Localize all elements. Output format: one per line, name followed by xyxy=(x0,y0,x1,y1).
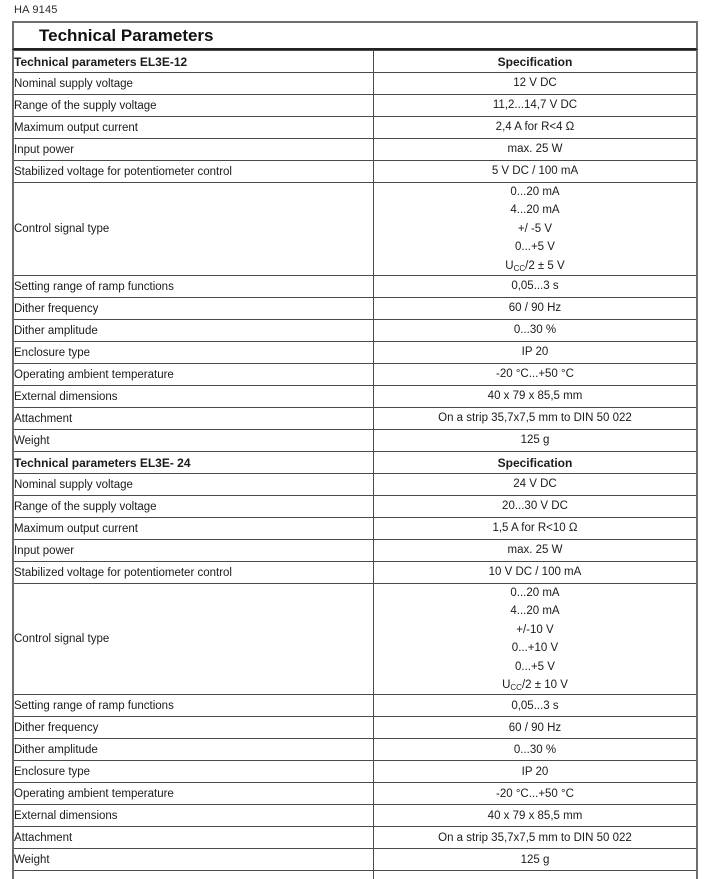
table-row xyxy=(13,518,697,540)
specification-value-cell xyxy=(373,117,697,139)
technical-parameters-section xyxy=(12,21,698,879)
table-row xyxy=(13,73,697,95)
specification-line: +/ -5 V xyxy=(517,222,553,235)
table-row xyxy=(13,386,697,408)
parameter-name-cell: Dither frequency xyxy=(13,717,373,739)
table-row xyxy=(13,562,697,584)
specification-value-cell xyxy=(373,849,697,871)
specification-line: 0,05...3 s xyxy=(511,280,559,293)
parameter-name-cell: Range of the supply voltage xyxy=(13,496,373,518)
cut-off-cell xyxy=(13,871,373,879)
specification-line: 40 x 79 x 85,5 mm xyxy=(487,809,583,822)
table-row xyxy=(13,408,697,430)
specification-line: 40 x 79 x 85,5 mm xyxy=(487,390,583,403)
specification-line: 11,2...14,7 V DC xyxy=(492,99,578,112)
specification-line: $U_{CC}/2 \pm 5$ V xyxy=(505,259,565,273)
specification-value-cell xyxy=(373,739,697,761)
table-row xyxy=(13,717,697,739)
parameter-name-cell: Maximum output current xyxy=(13,518,373,540)
table-row xyxy=(13,783,697,805)
specification-value-cell xyxy=(373,73,697,95)
parameter-name-cell: Range of the supply voltage xyxy=(13,95,373,117)
table-row xyxy=(13,364,697,386)
specification-line: 12 V DC xyxy=(513,77,557,90)
parameter-name-cell: Nominal supply voltage xyxy=(13,73,373,95)
parameter-name-cell: Setting range of ramp functions xyxy=(13,276,373,298)
table-row xyxy=(13,161,697,183)
parameter-name-cell: Enclosure type xyxy=(13,761,373,783)
specification-line: 2,4 A for R<4 Ω xyxy=(495,121,575,134)
table-row xyxy=(13,474,697,496)
specification-value-cell xyxy=(373,805,697,827)
specification-value-cell xyxy=(373,364,697,386)
specification-value-cell xyxy=(373,139,697,161)
specification-value-cell xyxy=(373,827,697,849)
specification-line: 0...+10 V xyxy=(511,642,559,655)
table-row xyxy=(13,540,697,562)
parameter-name-cell: Input power xyxy=(13,540,373,562)
specification-line: $U_{CC}/2 \pm 10$ V xyxy=(502,679,568,693)
specification-line: 0...30 % xyxy=(513,743,557,756)
specification-line: +/-10 V xyxy=(516,623,554,636)
table-row xyxy=(13,117,697,139)
doc-reference: HA 9145 xyxy=(14,4,58,16)
specification-line: 5 V DC / 100 mA xyxy=(491,165,579,178)
specification-line: 0...+5 V xyxy=(514,660,555,673)
specification-value-cell xyxy=(373,161,697,183)
table-row xyxy=(13,739,697,761)
table-row xyxy=(13,342,697,364)
table-row xyxy=(13,805,697,827)
specification-line: max. 25 W xyxy=(507,143,563,156)
specification-value-cell xyxy=(373,562,697,584)
specification-line: 1,5 A for R<10 Ω xyxy=(492,522,578,535)
table-row xyxy=(13,827,697,849)
specification-value-cell xyxy=(373,783,697,805)
table-row xyxy=(13,496,697,518)
specification-line: 10 V DC / 100 mA xyxy=(488,566,582,579)
specification-value-cell xyxy=(373,717,697,739)
section-header-row xyxy=(13,452,697,474)
table-row xyxy=(13,430,697,452)
cut-off-row xyxy=(13,871,697,879)
parameter-name-cell: Attachment xyxy=(13,827,373,849)
parameter-name-cell: Input power xyxy=(13,139,373,161)
parameter-name-cell: Stabilized voltage for potentiometer control xyxy=(13,562,373,584)
specification-value-cell xyxy=(373,518,697,540)
table-row xyxy=(13,183,697,276)
specification-line: -20 °C...+50 °C xyxy=(496,368,574,381)
table-row xyxy=(13,320,697,342)
section-header-specification: Specification xyxy=(373,51,697,73)
specification-value-cell xyxy=(373,320,697,342)
specification-line: 4...20 mA xyxy=(510,605,560,618)
section-header-specification: Specification xyxy=(373,452,697,474)
parameter-name-cell: Weight xyxy=(13,430,373,452)
cut-off-cell xyxy=(373,871,697,879)
specification-line: On a strip 35,7x7,5 mm to DIN 50 022 xyxy=(438,831,632,844)
subscript-text: CC xyxy=(510,683,522,693)
section-header-row xyxy=(13,51,697,73)
parameter-name-cell: Nominal supply voltage xyxy=(13,474,373,496)
specification-value-cell xyxy=(373,496,697,518)
specification-value-cell xyxy=(373,386,697,408)
parameter-name-cell: Dither amplitude xyxy=(13,320,373,342)
specification-value-cell xyxy=(373,540,697,562)
specification-line: 60 / 90 Hz xyxy=(508,302,562,315)
table-row xyxy=(13,584,697,695)
specification-line: 0,05...3 s xyxy=(511,699,559,712)
specification-line: 24 V DC xyxy=(513,478,557,491)
specification-value-cell xyxy=(373,430,697,452)
specification-value-cell xyxy=(373,276,697,298)
table-row xyxy=(13,298,697,320)
parameters-table-body xyxy=(13,51,697,879)
specification-value-cell xyxy=(373,342,697,364)
parameter-name-cell: Attachment xyxy=(13,408,373,430)
specification-line: 0...20 mA xyxy=(510,587,560,600)
specification-line: On a strip 35,7x7,5 mm to DIN 50 022 xyxy=(438,412,632,425)
specification-value-cell xyxy=(373,95,697,117)
specification-line: IP 20 xyxy=(521,346,549,359)
section-header-parameter: Technical parameters EL3E- 24 xyxy=(13,452,373,474)
specification-line: 125 g xyxy=(520,853,550,866)
table-row xyxy=(13,139,697,161)
parameter-name-cell: Maximum output current xyxy=(13,117,373,139)
specification-value-cell xyxy=(373,408,697,430)
parameter-name-cell: Control signal type xyxy=(13,584,373,695)
page-title: Technical Parameters xyxy=(12,21,698,50)
specification-line: 0...+5 V xyxy=(514,241,555,254)
parameter-name-cell: Dither amplitude xyxy=(13,739,373,761)
parameter-name-cell: Operating ambient temperature xyxy=(13,783,373,805)
specification-line: max. 25 W xyxy=(507,544,563,557)
parameter-name-cell: External dimensions xyxy=(13,805,373,827)
parameter-name-cell: Setting range of ramp functions xyxy=(13,695,373,717)
parameter-name-cell: Enclosure type xyxy=(13,342,373,364)
specification-value-cell xyxy=(373,584,697,695)
parameter-name-cell: Control signal type xyxy=(13,183,373,276)
parameter-name-cell: External dimensions xyxy=(13,386,373,408)
table-row xyxy=(13,95,697,117)
specification-line: IP 20 xyxy=(521,765,549,778)
specification-value-cell xyxy=(373,298,697,320)
specification-line: 20...30 V DC xyxy=(502,500,568,513)
parameter-name-cell: Operating ambient temperature xyxy=(13,364,373,386)
specification-value-cell xyxy=(373,183,697,276)
specification-line: 0...20 mA xyxy=(510,186,560,198)
subscript-text: CC xyxy=(513,263,526,273)
specification-value-cell xyxy=(373,695,697,717)
parameter-name-cell: Dither frequency xyxy=(13,298,373,320)
specification-line: 0...30 % xyxy=(513,324,557,337)
table-row xyxy=(13,761,697,783)
parameters-table xyxy=(12,50,698,879)
table-row xyxy=(13,849,697,871)
table-row xyxy=(13,276,697,298)
specification-value-cell xyxy=(373,474,697,496)
specification-line: 125 g xyxy=(520,434,550,447)
specification-value-cell xyxy=(373,761,697,783)
specification-line: 4...20 mA xyxy=(510,204,560,217)
specification-line: -20 °C...+50 °C xyxy=(496,787,574,800)
section-header-parameter: Technical parameters EL3E-12 xyxy=(13,51,373,73)
specification-line: 60 / 90 Hz xyxy=(508,721,562,734)
parameter-name-cell: Stabilized voltage for potentiometer control xyxy=(13,161,373,183)
parameter-name-cell: Weight xyxy=(13,849,373,871)
table-row xyxy=(13,695,697,717)
